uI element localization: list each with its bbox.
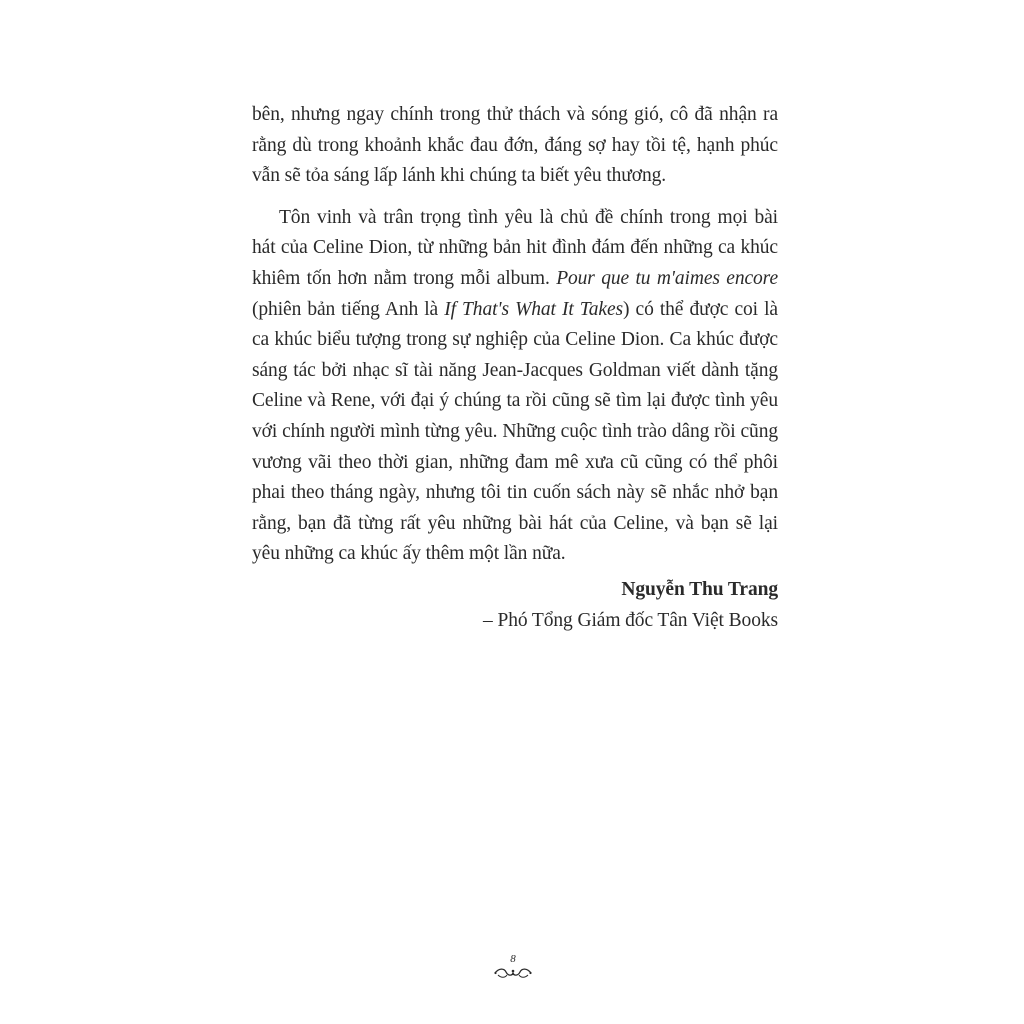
song-title-french: Pour que tu m'aimes encore: [556, 267, 778, 289]
paragraph-text: Tôn vinh và trân trọng tình yêu là chủ đề chính trong mọi bài hát của Celine Dion, từ những bản hit đình đám đến những ca khúc khiêm tốn hơn nằm trong mỗi album.: [252, 206, 778, 289]
song-title-english: If That's What It Takes: [444, 298, 623, 320]
paragraph-text: ) có thể được coi là ca khúc biểu tượng trong sự nghiệp của Celine Dion. Ca khúc được sáng tác bởi nhạc sĩ tài năng Jean-Jacques Goldman viết dành tặng Celine và Rene, với đại ý chúng ta rồi cũng sẽ tìm lại được tình yêu với chính người mình từng yêu. Những cuộc tình trào dâng rồi cũng vương vãi theo thời gian, những đam mê xưa cũ cũng có thể phôi phai theo tháng ngày, nhưng tôi tin cuốn sách này sẽ nhắc nhở bạn rằng, bạn đã từng rất yêu những bài hát của Celine, và bạn sẽ lại yêu những ca khúc ấy thêm một lần nữa.: [252, 298, 778, 565]
paragraph-text: (phiên bản tiếng Anh là: [252, 298, 445, 320]
paragraph-continuation: [252, 100, 778, 192]
author-name: Nguyễn Thu Trang: [621, 578, 778, 600]
flourish-ornament-icon: [493, 966, 533, 980]
body-text: [252, 100, 778, 636]
paragraph-celine-love-theme: [252, 203, 778, 570]
author-signature: [252, 574, 778, 636]
page-footer: [492, 952, 534, 988]
author-role: – Phó Tổng Giám đốc Tân Việt Books: [483, 609, 778, 631]
paragraph-text: bên, nhưng ngay chính trong thử thách và sóng gió, cô đã nhận ra rằng dù trong khoảnh khắc đau đớn, đáng sợ hay tồi tệ, hạnh phúc vẫn sẽ tỏa sáng lấp lánh khi chúng ta biết yêu thương.: [252, 104, 778, 187]
page-number: 8: [510, 953, 516, 965]
